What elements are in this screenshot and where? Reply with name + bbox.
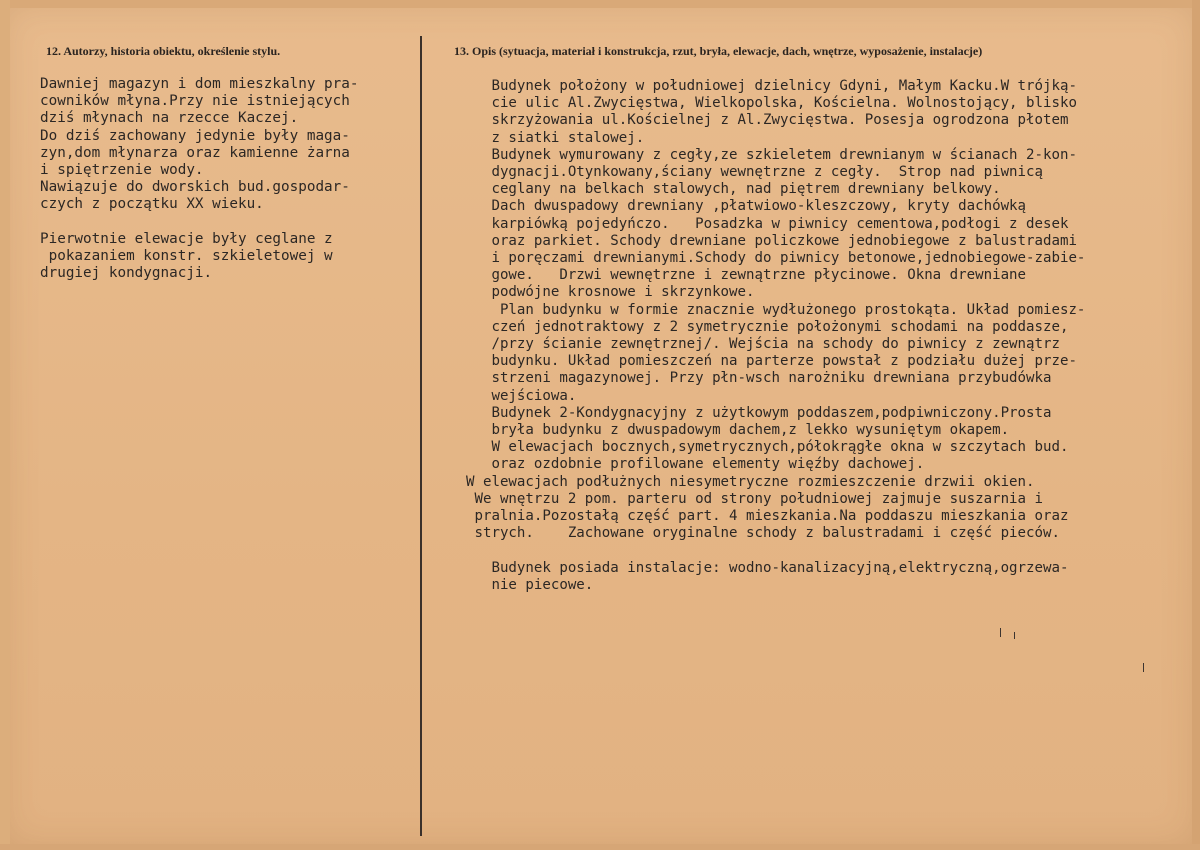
section-12-header: 12. Autorzy, historia obiektu, określenie stylu. xyxy=(46,44,281,58)
page-edge-left xyxy=(0,0,10,850)
section-13-header: 13. Opis (sytuacja, materiał i konstrukcja, rzut, bryła, elewacje, dach, wnętrze, wyposażenie, instalacje) xyxy=(454,44,983,58)
stray-mark xyxy=(1143,663,1144,672)
description-text: Budynek położony w południowej dzielnicy Gdyni, Małym Kacku.W trójką- cie ulic Al.Zwycięstwa, Wielkopolska, Kościelna. Wolnostojący, blisko skrzyżowania ul.Kościelnej z Al.Zwycięstwa. Posesja ogrodzona płotem z siatki stalowej. Budynek wymurowany z cegły,ze szkieletem drewnianym w ścianach 2-kon- dygnacji.Otynkowany,ściany wewnętrzne z cegły. Strop nad piwnicą ceglany na belkach stalowych, nad piętrem drewniany belkowy. Dach dwuspadowy drewniany ,płatwiowo-kleszczowy, kryty dachówką karpiówką pojedyńczo. Posadzka w piwnicy cementowa,podłogi z desek oraz parkiet. Schody drewniane policzkowe jednobiegowe z balustradami i poręczami drewnianymi.Schody do piwnicy betonowe,jednobiegowe-zabie- gowe. Drzwi wewnętrzne i zewnątrzne płycinowe. Okna drewniane podwójne krosnowe i skrzynkowe. Plan budynku w formie znacznie wydłużonego prostokąta. Układ pomiesz- czeń jednotraktowy z 2 symetrycznie położonymi schodami na poddasze, /przy ścianie zewnętrznej/. Wejścia na schody do piwnicy z zewnątrz budynku. Układ pomieszczeń na parterze powstał z podziału dużej prze- strzeni magazynowej. Przy płn-wsch narożniku drewniana przybudówka wejściowa. Budynek 2-Kondygnacyjny z użytkowym poddaszem,podpiwniczony.Prosta bryła budynku z dwuspadowym dachem,z lekko wysuniętym okapem. W elewacjach bocznych,symetrycznych,półokrągłe okna w szczytach bud. oraz ozdobnie profilowane elementy więźby dachowej. W elewacjach podłużnych niesymetryczne rozmieszczenie drzwii okien. We wnętrzu 2 pom. parteru od strony południowej zajmuje suszarnia i pralnia.Pozostałą część part. 4 mieszkania.Na poddaszu mieszkania oraz strych. Zachowane oryginalne schody z balustradami i część pieców. Budynek posiada instalacje: wodno-kanalizacyjną,elektryczną,ogrzewa- nie piecowe. xyxy=(466,78,1086,593)
column-divider xyxy=(420,36,422,836)
history-text: Dawniej magazyn i dom mieszkalny pra- cowników młyna.Przy nie istniejących dziś młynach na rzecce Kaczej. Do dziś zachowany jedynie były maga- zyn,dom młynarza oraz kamienne żarna i spiętrzenie wody. Nawiązuje do dworskich bud.gospodar- czych z początku XX wieku. Pierwotnie elewacje były ceglane z pokazaniem konstr. szkieletowej w drugiej kondygnacji. xyxy=(40,76,359,282)
page-edge-top xyxy=(0,0,1200,8)
stray-mark xyxy=(1014,632,1015,639)
page-edge-right xyxy=(1192,0,1200,850)
stray-mark xyxy=(1000,628,1001,637)
page-edge-bottom xyxy=(0,844,1200,850)
